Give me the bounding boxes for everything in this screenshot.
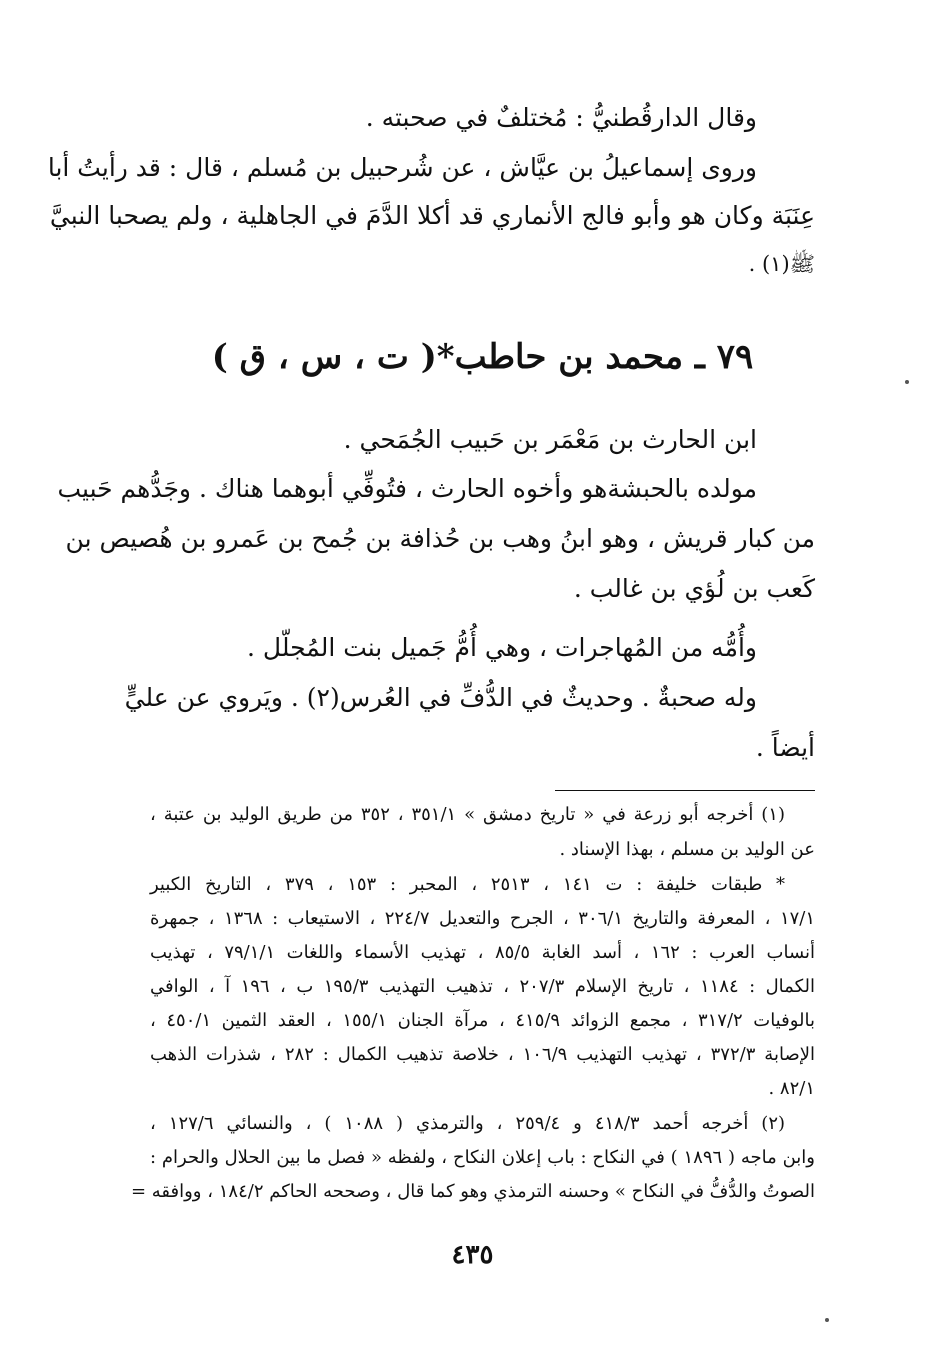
footnote-line: * طبقات خليفة : ت ١٤١ ، ٢٥١٣ ، المحبر : ١٥٣ ، ٣٧٩ ، التاريخ الكبير	[150, 874, 785, 895]
text-line: كَعب بن لُؤي بن غالب .	[573, 574, 815, 603]
footnote-line: الإصابة ٣٧٢/٣ ، تهذيب التهذيب ١٠٦/٩ ، خلاصة تذهيب الكمال : ٢٨٢ ، شذرات الذهب	[150, 1044, 815, 1065]
footnote-line: (١) أخرجه أبو زرعة في « تاريخ دمشق » ٣٥١/١ ، ٣٥٢ من طريق الوليد بن عتبة ،	[150, 804, 785, 825]
footnote-line: وابن ماجه ( ١٨٩٦ ) في النكاح : باب إعلان النكاح ، ولفظه « فصل ما بين الحلال والحرام :	[150, 1147, 815, 1168]
text-line: ابن الحارث بن مَعْمَر بن حَبيب الجُمَحي .	[343, 425, 757, 454]
page-number: ٤٣٥	[451, 1240, 494, 1270]
footnote-line: ١٧/١ ، المعرفة والتاريخ ٣٠٦/١ ، الجرح والتعديل ٢٢٤/٧ ، الاستيعاب : ١٣٦٨ ، جمهرة	[150, 908, 816, 929]
text-line: ﷺ(١) .	[748, 252, 815, 276]
footnote-line: الكمال : ١١٨٤ ، تاريخ الإسلام ٢٠٧/٣ ، تذهيب التهذيب ١٩٥/٣ ب ، ١٩٦ آ ، الوافي	[150, 976, 815, 997]
text-line: وأُمُّه من المُهاجرات ، وهي أُمُّ جَميل بنت المُجلّل .	[247, 633, 757, 662]
footnote-line: (٢) أخرجه أحمد ٤١٨/٣ و ٢٥٩/٤ ، والترمذي ( ١٠٨٨ ) ، والنسائي ١٢٧/٦ ،	[150, 1113, 786, 1134]
text-line: وروى إسماعيلُ بن عيَّاش ، عن شُرحبيل بن مُسلم ، قال : قد رأيتُ أبا	[47, 153, 757, 182]
text-line: أيضاً .	[755, 733, 815, 762]
scan-speck	[825, 1318, 829, 1322]
text-line: وله صحبةٌ . وحديثٌ في الدُّفِّ في العُرس(٢) . ويَروي عن عليٍّ	[124, 683, 757, 712]
text-line: وقال الدارقُطنيُّ : مُختلفٌ في صحبته .	[365, 103, 757, 132]
entry-heading: ٧٩ ـ محمد بن حاطب*( ت ، س ، ق )	[211, 337, 754, 377]
text-line: مولده بالحبشةهو وأخوه الحارث ، فتُوفِّي أبوهما هناك . وجَدُّهم حَبيب	[57, 474, 757, 503]
footnote-line: بالوفيات ٣١٧/٢ ، مجمع الزوائد ٤١٥/٩ ، مرآة الجنان ١٥٥/١ ، العقد الثمين ٤٥٠/١ ،	[150, 1010, 815, 1031]
footnote-rule	[555, 790, 815, 791]
footnote-line: الصوتُ والدُّفُّ في النكاح » وحسنه الترمذي وهو كما قال ، وصححه الحاكم ١٨٤/٢ ، ووافقه =	[130, 1181, 815, 1202]
footnote-line: ٨٢/١ .	[768, 1078, 815, 1099]
footnote-line: عن الوليد بن مسلم ، بهذا الإسناد .	[559, 839, 815, 860]
scan-speck	[905, 380, 909, 384]
text-line: عِنَبَة وكان هو وأبو فالج الأنماري قد أكلا الدَّمَ في الجاهلية ، ولم يصحبا النبيَّ	[49, 201, 815, 230]
footnote-line: أنساب العرب : ١٦٢ ، أسد الغابة ٨٥/٥ ، تهذيب الأسماء واللغات ٧٩/١/١ ، تهذيب	[150, 942, 816, 963]
text-line: من كبار قريش ، وهو ابنُ وهب بن حُذافة بن جُمح بن عَمرو بن هُصيص بن	[65, 524, 815, 553]
